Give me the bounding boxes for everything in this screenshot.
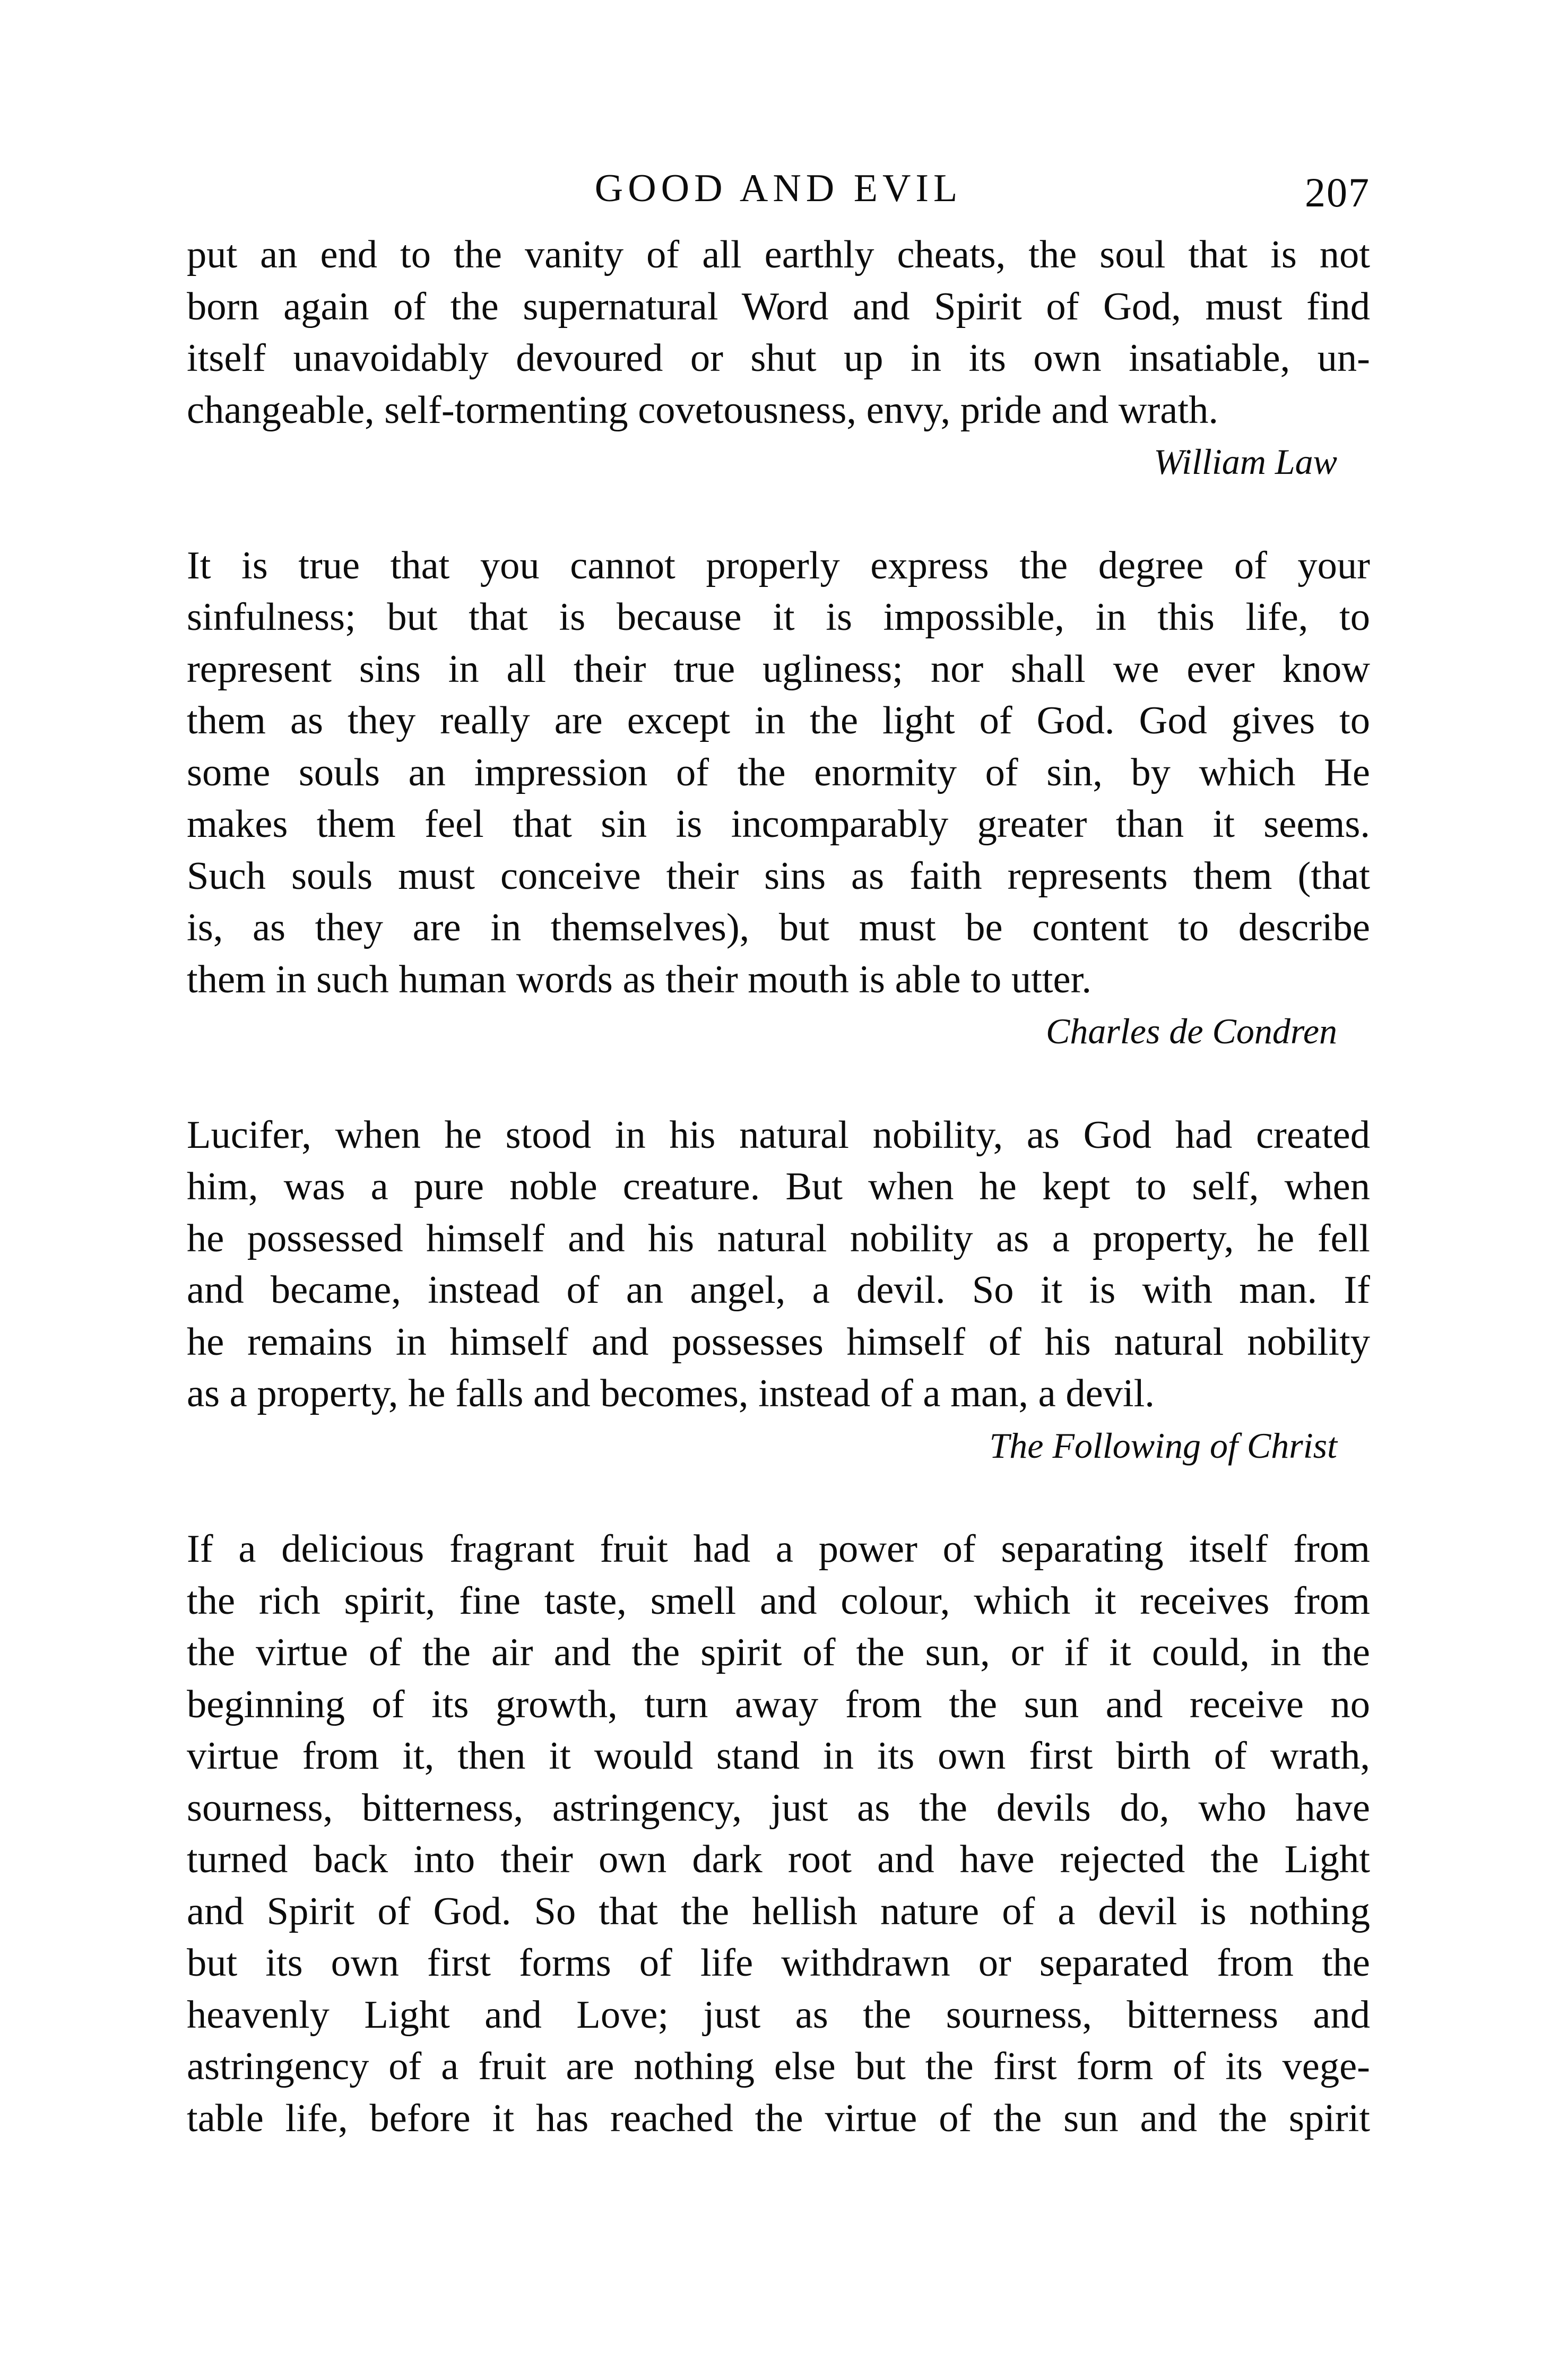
- passage-spacer: [187, 488, 1370, 540]
- text-line: some souls an impression of the enormity of sin, by which He: [187, 750, 1370, 794]
- text-line: sinfulness; but that is because it is impossible, in this life, to: [187, 595, 1370, 639]
- text-line: itself unavoidably devoured or shut up in its own insatiable, un-: [187, 336, 1370, 380]
- page-number: 207: [1305, 169, 1370, 215]
- text-line: the rich spirit, fine taste, smell and colour, which it receives from: [187, 1579, 1370, 1623]
- text-line: them as they really are except in the light of God. God gives to: [187, 699, 1370, 742]
- text-line: and became, instead of an angel, a devil. So it is with man. If: [187, 1268, 1370, 1312]
- text-line: Such souls must conceive their sins as faith represents them (that: [187, 854, 1370, 898]
- text-line: is, as they are in themselves), but must be content to describe: [187, 906, 1370, 949]
- attribution: Charles de Condren: [1045, 1011, 1337, 1051]
- text-line: Lucifer, when he stood in his natural nobility, as God had created: [187, 1113, 1370, 1157]
- text-line: table life, before it has reached the virtue of the sun and the spirit: [187, 2096, 1370, 2140]
- text-line: If a delicious fragrant fruit had a power of separating itself from: [187, 1527, 1370, 1571]
- attribution: William Law: [1154, 442, 1337, 482]
- text-line: but its own first forms of life withdrawn or separated from the: [187, 1941, 1370, 1985]
- text-line: virtue from it, then it would stand in its own first birth of wrath,: [187, 1734, 1370, 1778]
- text-line: heavenly Light and Love; just as the sourness, bitterness and: [187, 1993, 1370, 2037]
- text-line: he remains in himself and possesses himself of his natural nobility: [187, 1320, 1370, 1364]
- text-line: and Spirit of God. So that the hellish nature of a devil is nothing: [187, 1889, 1370, 1933]
- page-header: [187, 159, 1370, 218]
- passage-william-law: [187, 229, 1370, 488]
- attribution: The Following of Christ: [989, 1425, 1337, 1466]
- text-line: beginning of its growth, turn away from the sun and receive no: [187, 1682, 1370, 1726]
- passage-following-of-christ: [187, 1110, 1370, 1472]
- text-line: them in such human words as their mouth is able to utter.: [187, 957, 1091, 1001]
- text-line: him, was a pure noble creature. But when he kept to self, when: [187, 1165, 1370, 1208]
- text-line: makes them feel that sin is incomparably greater than it seems.: [187, 802, 1370, 846]
- text-line: astringency of a fruit are nothing else but the first form of its vege-: [187, 2045, 1370, 2088]
- passage-spacer: [187, 1058, 1370, 1110]
- text-line: born again of the supernatural Word and Spirit of God, must find: [187, 284, 1370, 328]
- text-line: put an end to the vanity of all earthly cheats, the soul that is not: [187, 233, 1370, 276]
- text-line: he possessed himself and his natural nobility as a property, he fell: [187, 1216, 1370, 1260]
- body-text: [187, 229, 1370, 2144]
- passage-spacer: [187, 1472, 1370, 1524]
- text-line: It is true that you cannot properly express the degree of your: [187, 543, 1370, 587]
- text-line: represent sins in all their true ugliness; nor shall we ever know: [187, 647, 1370, 691]
- text-line: changeable, self-tormenting covetousness, envy, pride and wrath.: [187, 388, 1218, 432]
- text-line: sourness, bitterness, astringency, just as the devils do, who have: [187, 1786, 1370, 1830]
- passage-charles-de-condren: [187, 540, 1370, 1058]
- passage-fruit: [187, 1524, 1370, 2144]
- text-line: as a property, he falls and becomes, instead of a man, a devil.: [187, 1372, 1155, 1415]
- text-line: turned back into their own dark root and have rejected the Light: [187, 1838, 1370, 1881]
- text-line: the virtue of the air and the spirit of the sun, or if it could, in the: [187, 1631, 1370, 1674]
- running-title: GOOD AND EVIL: [594, 167, 963, 210]
